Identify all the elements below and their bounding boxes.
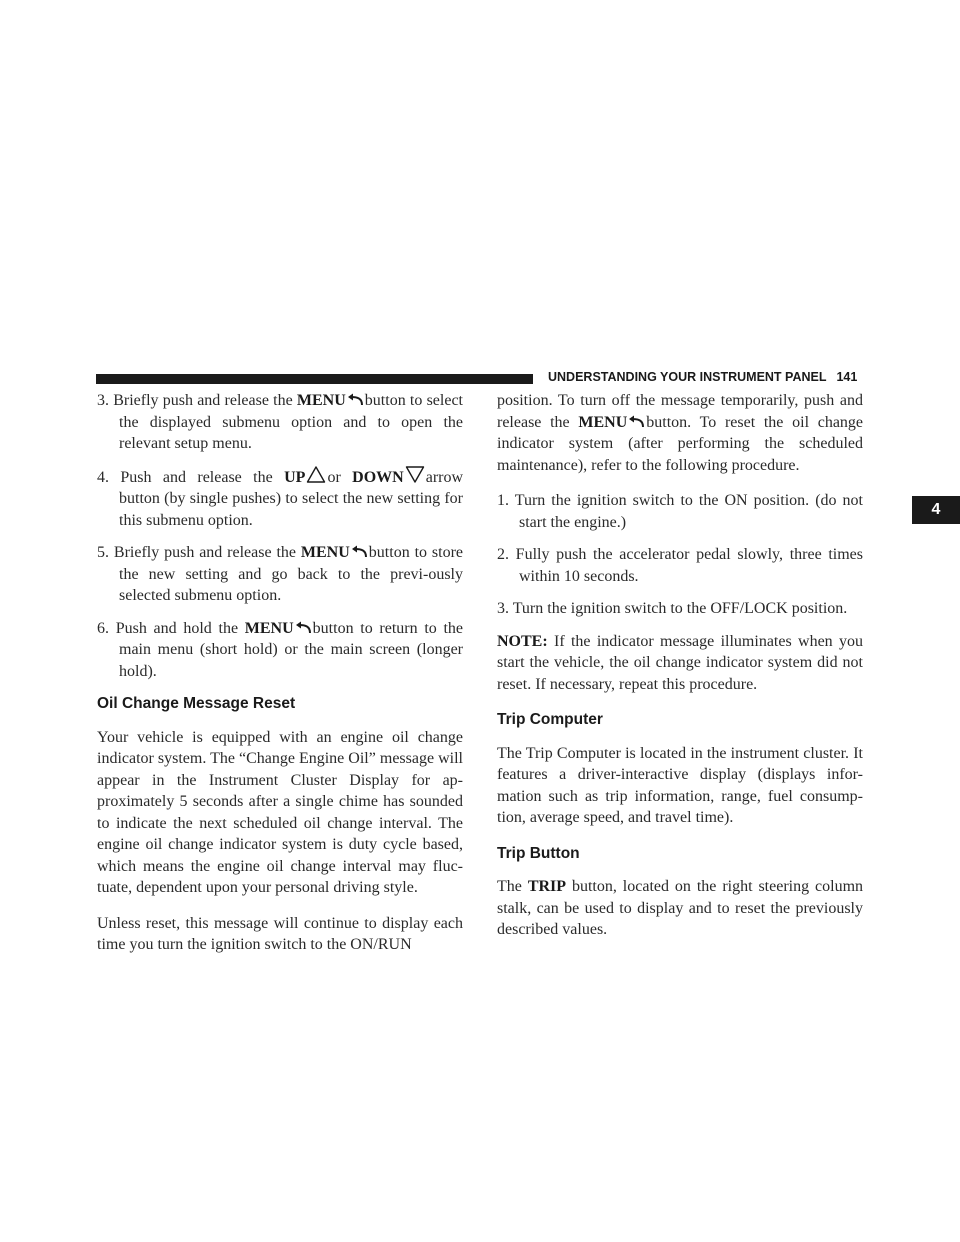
paragraph-oil-2: Unless reset, this message will continue to display each time you turn the ignition switch to the ON/RUN [97, 914, 463, 953]
trip-button-label: TRIP [527, 878, 567, 895]
note-text: If the indicator message illuminates when you start the vehicle, the oil change indicator system did not reset. If necessary, repeat this procedure. [497, 632, 863, 693]
list-item [97, 390, 463, 455]
step-text: Push and hold the [115, 619, 239, 637]
note-paragraph [497, 631, 863, 696]
paragraph-continued [497, 390, 863, 476]
page-number: 141 [836, 370, 858, 384]
chapter-tab [912, 496, 960, 524]
header-rule [96, 374, 533, 384]
note-label: NOTE: [497, 632, 548, 650]
paragraph-text: button. To reset the oil change indicator system (after performing the scheduled maintenance), refer to the following procedure. [497, 413, 864, 474]
list-item [97, 618, 463, 683]
step-text: Turn the ignition switch to the OFF/LOCK position. [512, 600, 848, 617]
step-number: 6. [97, 619, 109, 637]
header-title: UNDERSTANDING YOUR INSTRUMENT PANEL [548, 370, 827, 384]
step-text: main menu (short hold) or the main screen (longer hold). [119, 641, 463, 680]
step-text: select the displayed submenu option and to open the relevant setup menu. [119, 392, 463, 452]
paragraph-text: button, located on the right steering column stalk, can be used to display and to reset the previously described values. [497, 878, 864, 938]
menu-button-label: MENU [244, 619, 294, 637]
step-text: arrow [425, 468, 464, 486]
step-number: 5. [97, 544, 109, 561]
left-column [97, 390, 463, 970]
list-item [497, 490, 863, 533]
step-text: Briefly push and release the [113, 392, 293, 409]
step-text: Push and release the [120, 468, 273, 486]
heading-oil-change-reset: Oil Change Message Reset [97, 695, 296, 712]
list-item [497, 544, 863, 587]
down-triangle-icon [405, 466, 425, 483]
up-button-label: UP [284, 468, 306, 486]
down-button-label: DOWN [352, 468, 404, 486]
back-arrow-icon [628, 415, 645, 428]
heading-trip-computer: Trip Computer [497, 711, 603, 728]
step-text: or [327, 468, 341, 486]
list-item [97, 466, 463, 532]
step-text: Fully push the accelerator pedal slowly, three times within 10 seconds. [515, 546, 864, 585]
paragraph-text: release the [497, 413, 570, 431]
step-number: 4. [97, 468, 109, 486]
step-text: button to return to the [312, 619, 464, 637]
step-text: button (by single pushes) to select the new setting for this submenu option. [119, 490, 463, 529]
paragraph-oil-1: Your vehicle is equipped with an engine oil change indicator system. The “Change Engine Oil” message will appear in the Instrument Cluster Display for ap-proximately 5 seconds after a single chime has sounded to indicate the next scheduled oil change interval. The engine oil change indicator system is duty cycle based, which means the engine oil change interval may fluc-tuate, dependent upon your personal driving style. [97, 728, 463, 896]
list-item [97, 542, 463, 607]
paragraph-text: The [497, 878, 522, 895]
chapter-tab-number: 4 [931, 501, 941, 518]
paragraph-trip-button [497, 876, 863, 941]
menu-button-label: MENU [578, 413, 628, 431]
step-number: 1. [497, 492, 509, 509]
paragraph-text: position. To turn off the message temporarily, push and [497, 392, 863, 409]
back-arrow-icon [295, 621, 312, 634]
back-arrow-icon [347, 393, 364, 406]
paragraph-trip-computer: The Trip Computer is located in the instrument cluster. It features a driver-interactive display (displays infor-mation such as trip information, range, fuel consump-tion, average speed, and travel time). [497, 744, 863, 826]
step-text: button to [364, 392, 423, 409]
menu-button-label: MENU [300, 544, 350, 561]
step-text: Turn the ignition switch to the ON position. (do not start the engine.) [514, 492, 863, 531]
list-item [497, 598, 863, 620]
menu-button-label: MENU [296, 392, 346, 409]
running-header [548, 370, 857, 384]
step-text: Briefly push and release the [113, 544, 297, 561]
up-triangle-icon [306, 466, 326, 483]
back-arrow-icon [351, 545, 368, 558]
step-text: store the new setting and go back to the previ-ously selected submenu option. [119, 544, 464, 604]
step-text: button to [368, 544, 428, 561]
step-number: 3. [97, 392, 109, 409]
right-column [497, 390, 863, 955]
heading-trip-button: Trip Button [497, 844, 580, 862]
step-number: 3. [497, 600, 509, 617]
step-number: 2. [497, 546, 509, 563]
